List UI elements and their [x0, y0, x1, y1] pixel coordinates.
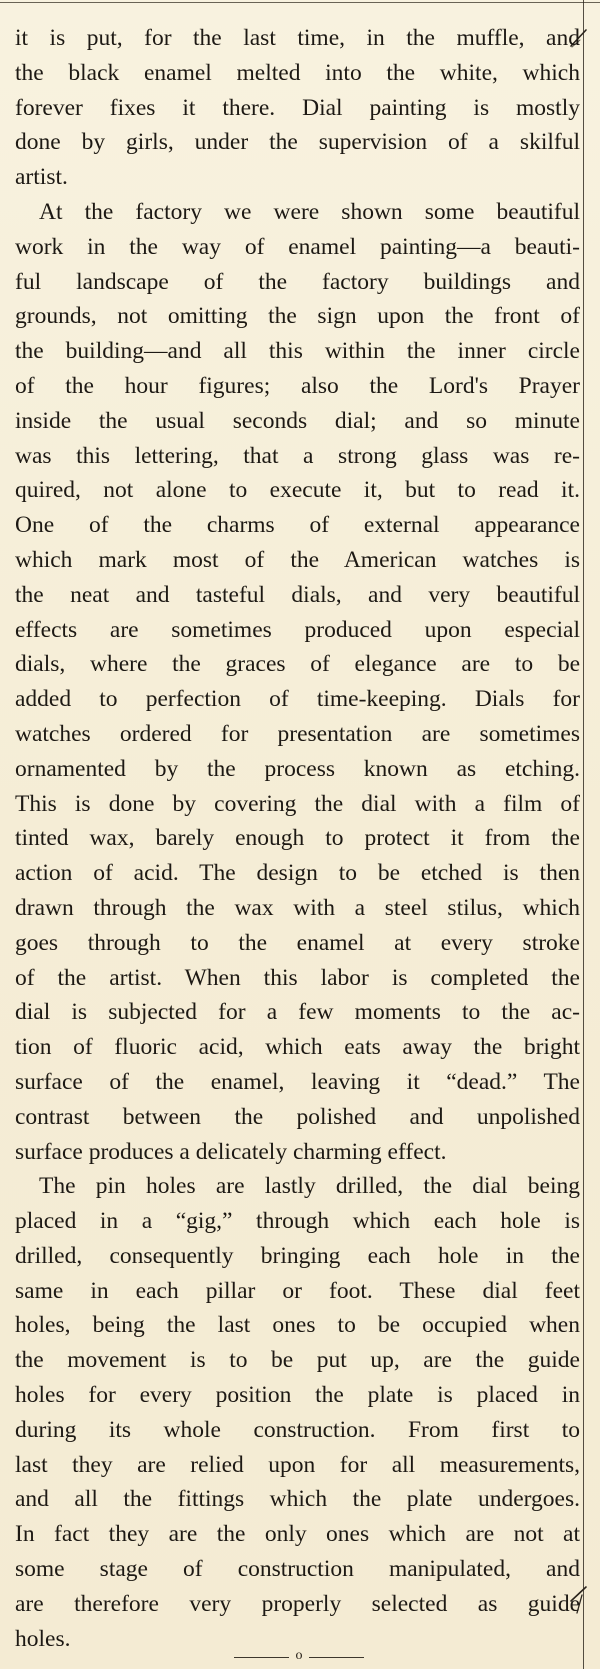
- text-line-16: which mark most of the American watches is: [15, 546, 580, 573]
- text-line-27: goes through to the enamel at every stroke: [15, 929, 580, 956]
- text-line-34: The pin holes are lastly drilled, the dial being: [39, 1173, 580, 1200]
- text-line-29: dial is subjected for a few moments to the ac-: [15, 999, 580, 1026]
- text-line-19: dials, where the graces of elegance are to be: [15, 651, 580, 678]
- text-line-26: drawn through the wax with a steel stilus, which: [15, 894, 580, 921]
- article-text-column: [15, 21, 580, 1656]
- text-line-42: last they are relied upon for all measurements,: [15, 1451, 580, 1478]
- text-line-14: quired, not alone to execute it, but to read it.: [15, 477, 580, 504]
- text-line-39: the movement is to be put up, are the guide: [15, 1347, 580, 1374]
- text-line-25: action of acid. The design to be etched is then: [15, 860, 580, 887]
- text-line-20: added to perfection of time-keeping. Dials for: [15, 686, 580, 713]
- text-line-41: during its whole construction. From first to: [15, 1416, 580, 1443]
- text-line-9: grounds, not omitting the sign upon the front of: [15, 303, 580, 330]
- section-end-ornament: [234, 1648, 364, 1665]
- text-line-10: the building—and all this within the inner circle: [15, 338, 580, 365]
- text-line-2: the black enamel melted into the white, which: [15, 59, 580, 86]
- text-line-45: some stage of construction manipulated, and: [15, 1556, 580, 1583]
- text-line-18: effects are sometimes produced upon especial: [15, 616, 580, 643]
- text-line-38: holes, being the last ones to be occupied when: [15, 1312, 580, 1339]
- text-line-31: surface of the enamel, leaving it “dead.” The: [15, 1068, 580, 1095]
- text-line-5: artist.: [15, 164, 68, 191]
- text-line-22: ornamented by the process known as etching.: [15, 755, 580, 782]
- ornament-mark: o: [295, 1648, 303, 1663]
- text-line-46: are therefore very properly selected as guide: [15, 1590, 580, 1617]
- ornament-right-rule: [309, 1657, 364, 1658]
- text-line-15: One of the charms of external appearance: [15, 512, 580, 539]
- text-line-12: inside the usual seconds dial; and so minute: [15, 407, 580, 434]
- text-line-8: ful landscape of the factory buildings and: [15, 268, 580, 295]
- text-line-4: done by girls, under the supervision of a skilful: [15, 129, 580, 156]
- text-line-21: watches ordered for presentation are sometimes: [15, 720, 580, 747]
- text-line-36: drilled, consequently bringing each hole in the: [15, 1242, 580, 1269]
- ornament-left-rule: [234, 1657, 289, 1658]
- right-column-rule: [583, 0, 584, 1669]
- text-line-44: In fact they are the only ones which are not at: [15, 1521, 580, 1548]
- text-line-7: work in the way of enamel painting—a beauti-: [15, 233, 580, 260]
- text-line-43: and all the fittings which the plate undergoes.: [15, 1486, 580, 1513]
- text-line-17: the neat and tasteful dials, and very beautiful: [15, 581, 580, 608]
- text-line-28: of the artist. When this labor is completed the: [15, 964, 580, 991]
- text-line-35: placed in a “gig,” through which each hole is: [15, 1208, 580, 1235]
- text-line-32: contrast between the polished and unpolished: [15, 1103, 580, 1130]
- text-line-3: forever fixes it there. Dial painting is mostly: [15, 94, 580, 121]
- text-line-47: holes.: [15, 1625, 71, 1652]
- top-rule: [0, 2, 600, 3]
- text-line-30: tion of fluoric acid, which eats away the bright: [15, 1034, 580, 1061]
- text-line-1: it is put, for the last time, in the muffle, and: [15, 25, 580, 51]
- text-line-24: tinted wax, barely enough to protect it from the: [15, 825, 580, 852]
- text-line-37: same in each pillar or foot. These dial feet: [15, 1277, 580, 1304]
- text-line-11: of the hour figures; also the Lord's Prayer: [15, 372, 580, 399]
- text-line-13: was this lettering, that a strong glass was re-: [15, 442, 580, 469]
- text-line-6: At the factory we were shown some beautiful: [39, 198, 580, 225]
- text-line-40: holes for every position the plate is placed in: [15, 1382, 580, 1409]
- text-line-23: This is done by covering the dial with a film of: [15, 790, 580, 817]
- text-line-33: surface produces a delicately charming effect.: [15, 1138, 447, 1165]
